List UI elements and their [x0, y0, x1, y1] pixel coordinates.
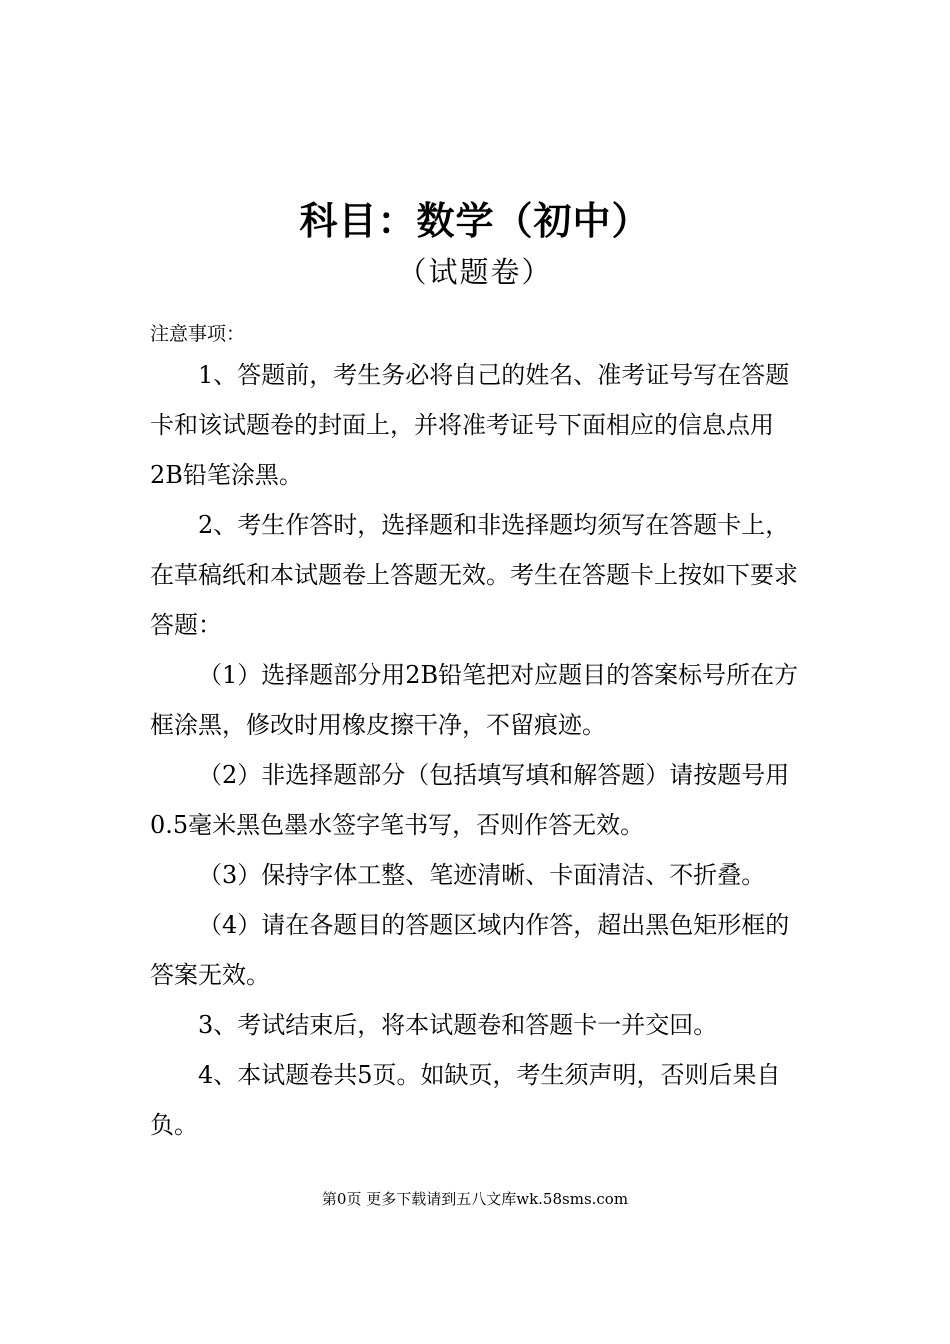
instruction-paragraph: （1）选择题部分用2B铅笔把对应题目的答案标号所在方框涂黑，修改时用橡皮擦干净，不留痕迹。: [150, 661, 799, 739]
notice-label: 注意事项：: [150, 323, 246, 345]
page-title: 科目：数学（初中）: [299, 198, 651, 243]
instruction-paragraph: 2、考生作答时，选择题和非选择题均须写在答题卡上，在草稿纸和本试题卷上答题无效。考生在答题卡上按如下要求答题：: [150, 511, 798, 639]
instruction-paragraph: 1、答题前，考生务必将自己的姓名、准考证号写在答题卡和该试题卷的封面上，并将准考证号下面相应的信息点用2B铅笔涂黑。: [150, 361, 790, 489]
instruction-paragraph: （4）请在各题目的答题区域内作答，超出黑色矩形框的答案无效。: [150, 911, 790, 989]
instructions-body: [150, 350, 806, 1150]
page-subtitle: （试题卷）: [397, 255, 553, 289]
page-footer: 第0页 更多下载请到五八文库wk.58sms.com: [321, 1190, 629, 1208]
instruction-paragraph: （2）非选择题部分（包括填写填和解答题）请按题号用0.5毫米黑色墨水签字笔书写，否则作答无效。: [150, 761, 790, 839]
instruction-paragraph: 3、考试结束后，将本试题卷和答题卡一并交回。: [198, 1011, 718, 1039]
instruction-paragraph: 4、本试题卷共5页。如缺页，考生须声明，否则后果自负。: [150, 1061, 781, 1139]
instruction-paragraph: （3）保持字体工整、笔迹清晰、卡面清洁、不折叠。: [198, 861, 766, 889]
